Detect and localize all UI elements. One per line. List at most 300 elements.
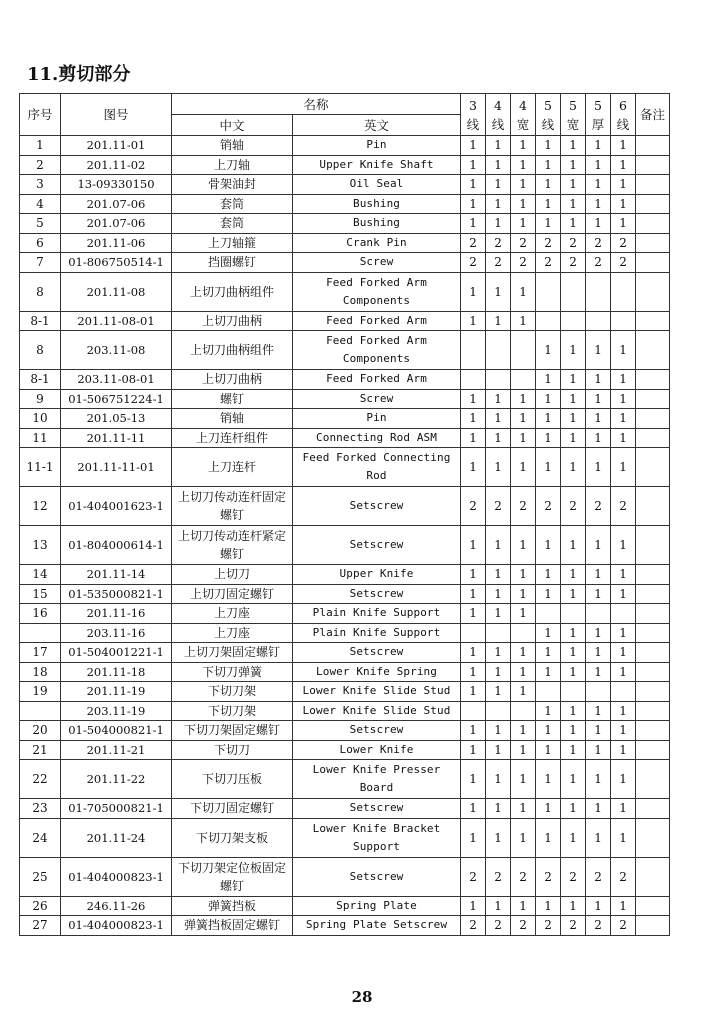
cell-quantity: 1 <box>461 155 486 175</box>
cell-chinese-name: 上刀座 <box>172 604 293 624</box>
header-model-3x: 3线 <box>461 94 486 136</box>
cell-quantity: 1 <box>586 643 611 663</box>
cell-quantity: 1 <box>561 448 586 487</box>
cell-quantity: 1 <box>486 565 511 585</box>
cell-quantity: 1 <box>486 799 511 819</box>
cell-seq: 8-1 <box>20 311 61 331</box>
table-row <box>20 623 670 643</box>
cell-quantity: 1 <box>586 721 611 741</box>
cell-quantity: 1 <box>611 389 636 409</box>
cell-remark <box>636 214 670 234</box>
cell-remark <box>636 565 670 585</box>
cell-quantity: 1 <box>611 428 636 448</box>
cell-quantity: 1 <box>461 175 486 195</box>
cell-quantity: 1 <box>586 526 611 565</box>
cell-quantity <box>511 701 536 721</box>
cell-quantity: 1 <box>561 818 586 857</box>
cell-english-name: Lower Knife Slide Stud <box>293 682 461 702</box>
cell-quantity: 2 <box>611 233 636 253</box>
table-row <box>20 487 670 526</box>
cell-quantity: 1 <box>536 565 561 585</box>
cell-remark <box>636 175 670 195</box>
cell-quantity: 1 <box>561 331 586 370</box>
cell-quantity: 1 <box>586 370 611 390</box>
cell-drawing-no: 01-504000821-1 <box>61 721 172 741</box>
cell-english-name: Pin <box>293 136 461 156</box>
cell-quantity: 1 <box>586 331 611 370</box>
cell-english-name: Lower Knife Slide Stud <box>293 701 461 721</box>
cell-quantity <box>586 311 611 331</box>
cell-drawing-no: 246.11-26 <box>61 896 172 916</box>
cell-quantity: 1 <box>536 584 561 604</box>
table-row <box>20 662 670 682</box>
cell-quantity <box>486 331 511 370</box>
cell-drawing-no: 01-404000823-1 <box>61 857 172 896</box>
cell-seq: 19 <box>20 682 61 702</box>
cell-quantity: 1 <box>561 409 586 429</box>
cell-quantity: 1 <box>611 623 636 643</box>
cell-quantity: 1 <box>561 584 586 604</box>
cell-drawing-no: 201.07-06 <box>61 194 172 214</box>
cell-remark <box>636 857 670 896</box>
cell-english-name: Setscrew <box>293 584 461 604</box>
cell-quantity: 1 <box>586 409 611 429</box>
cell-seq: 3 <box>20 175 61 195</box>
table-row <box>20 155 670 175</box>
cell-quantity: 2 <box>511 857 536 896</box>
cell-quantity: 2 <box>586 253 611 273</box>
cell-quantity: 2 <box>461 487 486 526</box>
header-model-5k: 5宽 <box>561 94 586 136</box>
header-seq: 序号 <box>20 94 61 136</box>
cell-remark <box>636 818 670 857</box>
cell-english-name: Feed Forked Arm Components <box>293 331 461 370</box>
cell-quantity <box>586 604 611 624</box>
cell-english-name: Setscrew <box>293 857 461 896</box>
cell-quantity: 1 <box>586 565 611 585</box>
cell-seq: 20 <box>20 721 61 741</box>
cell-quantity: 1 <box>536 155 561 175</box>
cell-drawing-no: 201.11-02 <box>61 155 172 175</box>
cell-quantity: 1 <box>561 623 586 643</box>
cell-quantity: 1 <box>461 584 486 604</box>
cell-seq: 14 <box>20 565 61 585</box>
cell-quantity: 1 <box>486 662 511 682</box>
cell-quantity: 1 <box>511 194 536 214</box>
cell-seq <box>20 623 61 643</box>
cell-quantity <box>536 272 561 311</box>
cell-quantity: 1 <box>461 565 486 585</box>
cell-quantity: 1 <box>561 175 586 195</box>
cell-quantity: 1 <box>611 584 636 604</box>
cell-remark <box>636 370 670 390</box>
cell-quantity: 2 <box>511 253 536 273</box>
cell-quantity <box>561 604 586 624</box>
cell-chinese-name: 套筒 <box>172 194 293 214</box>
cell-remark <box>636 896 670 916</box>
cell-remark <box>636 643 670 663</box>
cell-quantity: 1 <box>536 214 561 234</box>
cell-quantity: 1 <box>486 682 511 702</box>
cell-quantity: 1 <box>611 409 636 429</box>
table-row <box>20 682 670 702</box>
cell-remark <box>636 136 670 156</box>
table-row <box>20 331 670 370</box>
cell-quantity: 1 <box>586 448 611 487</box>
cell-remark <box>636 448 670 487</box>
cell-quantity: 2 <box>561 487 586 526</box>
cell-remark <box>636 272 670 311</box>
cell-drawing-no: 201.11-21 <box>61 740 172 760</box>
cell-quantity: 1 <box>461 896 486 916</box>
cell-drawing-no: 01-806750514-1 <box>61 253 172 273</box>
cell-quantity: 1 <box>486 818 511 857</box>
cell-chinese-name: 上切刀传动连杆固定螺钉 <box>172 487 293 526</box>
cell-remark <box>636 721 670 741</box>
cell-english-name: Crank Pin <box>293 233 461 253</box>
cell-quantity: 1 <box>461 428 486 448</box>
table-row <box>20 233 670 253</box>
cell-remark <box>636 760 670 799</box>
cell-seq: 8 <box>20 331 61 370</box>
cell-english-name: Screw <box>293 253 461 273</box>
cell-quantity: 1 <box>586 896 611 916</box>
cell-drawing-no: 201.11-22 <box>61 760 172 799</box>
cell-quantity: 1 <box>586 175 611 195</box>
table-row <box>20 370 670 390</box>
header-model-5x: 5线 <box>536 94 561 136</box>
cell-seq: 7 <box>20 253 61 273</box>
cell-quantity: 2 <box>486 487 511 526</box>
cell-quantity: 1 <box>586 194 611 214</box>
cell-quantity <box>461 623 486 643</box>
cell-quantity: 2 <box>486 253 511 273</box>
cell-english-name: Pin <box>293 409 461 429</box>
cell-english-name: Feed Forked Arm <box>293 311 461 331</box>
cell-quantity: 1 <box>611 214 636 234</box>
cell-quantity: 1 <box>486 721 511 741</box>
cell-quantity: 1 <box>611 565 636 585</box>
cell-quantity: 1 <box>561 194 586 214</box>
cell-drawing-no: 01-804000614-1 <box>61 526 172 565</box>
cell-seq: 12 <box>20 487 61 526</box>
cell-quantity: 1 <box>511 799 536 819</box>
cell-quantity: 1 <box>511 643 536 663</box>
cell-quantity: 1 <box>486 272 511 311</box>
cell-quantity: 2 <box>536 233 561 253</box>
cell-remark <box>636 740 670 760</box>
cell-quantity: 1 <box>461 643 486 663</box>
cell-quantity: 1 <box>586 662 611 682</box>
cell-quantity: 1 <box>561 799 586 819</box>
cell-quantity: 2 <box>486 233 511 253</box>
cell-quantity <box>486 370 511 390</box>
table-row <box>20 214 670 234</box>
table-row <box>20 584 670 604</box>
cell-quantity: 1 <box>461 194 486 214</box>
table-row <box>20 721 670 741</box>
cell-remark <box>636 799 670 819</box>
cell-quantity: 1 <box>511 428 536 448</box>
cell-quantity: 1 <box>561 214 586 234</box>
cell-quantity: 1 <box>611 526 636 565</box>
table-row <box>20 253 670 273</box>
cell-drawing-no: 201.11-08 <box>61 272 172 311</box>
cell-english-name: Plain Knife Support <box>293 604 461 624</box>
cell-chinese-name: 套筒 <box>172 214 293 234</box>
cell-quantity: 1 <box>461 818 486 857</box>
cell-seq: 10 <box>20 409 61 429</box>
cell-drawing-no: 01-404001623-1 <box>61 487 172 526</box>
cell-drawing-no: 201.11-01 <box>61 136 172 156</box>
cell-quantity: 1 <box>536 175 561 195</box>
cell-drawing-no: 201.11-08-01 <box>61 311 172 331</box>
cell-quantity: 1 <box>511 584 536 604</box>
cell-drawing-no: 201.11-11 <box>61 428 172 448</box>
cell-quantity: 1 <box>561 370 586 390</box>
cell-chinese-name: 下切刀弹簧 <box>172 662 293 682</box>
cell-quantity: 1 <box>511 721 536 741</box>
cell-seq: 6 <box>20 233 61 253</box>
header-model-4k: 4宽 <box>511 94 536 136</box>
cell-seq <box>20 701 61 721</box>
cell-quantity <box>511 623 536 643</box>
cell-quantity: 1 <box>486 136 511 156</box>
cell-drawing-no: 201.11-18 <box>61 662 172 682</box>
cell-chinese-name: 螺钉 <box>172 389 293 409</box>
cell-chinese-name: 上切刀固定螺钉 <box>172 584 293 604</box>
cell-remark <box>636 409 670 429</box>
cell-drawing-no: 201.11-14 <box>61 565 172 585</box>
cell-seq: 25 <box>20 857 61 896</box>
cell-quantity: 1 <box>511 740 536 760</box>
cell-english-name: Feed Forked Arm Components <box>293 272 461 311</box>
cell-quantity: 1 <box>536 409 561 429</box>
cell-seq: 24 <box>20 818 61 857</box>
cell-quantity <box>486 701 511 721</box>
cell-seq: 17 <box>20 643 61 663</box>
table-row <box>20 428 670 448</box>
cell-quantity: 1 <box>486 428 511 448</box>
cell-chinese-name: 销轴 <box>172 409 293 429</box>
cell-quantity: 1 <box>461 760 486 799</box>
cell-english-name: Upper Knife Shaft <box>293 155 461 175</box>
header-model-6x: 6线 <box>611 94 636 136</box>
cell-quantity: 1 <box>611 799 636 819</box>
cell-quantity: 1 <box>611 643 636 663</box>
cell-chinese-name: 下切刀压板 <box>172 760 293 799</box>
table-row <box>20 526 670 565</box>
cell-quantity: 1 <box>561 389 586 409</box>
cell-drawing-no: 203.11-08 <box>61 331 172 370</box>
cell-quantity <box>461 331 486 370</box>
cell-remark <box>636 311 670 331</box>
cell-quantity: 1 <box>511 896 536 916</box>
cell-seq: 13 <box>20 526 61 565</box>
cell-quantity: 1 <box>561 662 586 682</box>
cell-quantity <box>536 604 561 624</box>
cell-quantity <box>461 370 486 390</box>
cell-quantity: 1 <box>586 701 611 721</box>
cell-quantity: 1 <box>486 448 511 487</box>
cell-remark <box>636 604 670 624</box>
table-row <box>20 857 670 896</box>
cell-chinese-name: 上切刀曲柄 <box>172 311 293 331</box>
cell-quantity: 1 <box>586 389 611 409</box>
cell-english-name: Setscrew <box>293 487 461 526</box>
cell-chinese-name: 下切刀架支板 <box>172 818 293 857</box>
cell-quantity: 1 <box>536 623 561 643</box>
cell-quantity: 1 <box>586 214 611 234</box>
cell-quantity: 1 <box>536 331 561 370</box>
cell-quantity: 1 <box>511 760 536 799</box>
cell-quantity: 2 <box>536 916 561 936</box>
header-drawing-no: 图号 <box>61 94 172 136</box>
cell-english-name: Setscrew <box>293 526 461 565</box>
cell-chinese-name: 上切刀传动连杆紧定螺钉 <box>172 526 293 565</box>
cell-quantity: 1 <box>511 682 536 702</box>
cell-seq: 11 <box>20 428 61 448</box>
cell-quantity: 1 <box>536 740 561 760</box>
cell-quantity <box>536 682 561 702</box>
cell-quantity <box>611 682 636 702</box>
cell-quantity: 2 <box>536 253 561 273</box>
cell-quantity: 2 <box>511 916 536 936</box>
cell-quantity: 2 <box>461 857 486 896</box>
cell-quantity: 1 <box>586 155 611 175</box>
cell-quantity: 2 <box>461 253 486 273</box>
cell-english-name: Connecting Rod ASM <box>293 428 461 448</box>
cell-seq: 27 <box>20 916 61 936</box>
cell-quantity: 2 <box>461 916 486 936</box>
header-model-5h: 5厚 <box>586 94 611 136</box>
cell-quantity: 2 <box>536 487 561 526</box>
cell-quantity: 1 <box>611 721 636 741</box>
cell-quantity: 1 <box>486 155 511 175</box>
cell-quantity: 1 <box>611 155 636 175</box>
cell-chinese-name: 销轴 <box>172 136 293 156</box>
cell-quantity: 1 <box>461 136 486 156</box>
cell-quantity: 1 <box>611 662 636 682</box>
cell-seq: 26 <box>20 896 61 916</box>
cell-quantity: 1 <box>611 331 636 370</box>
table-row <box>20 701 670 721</box>
cell-seq: 1 <box>20 136 61 156</box>
cell-quantity: 1 <box>511 214 536 234</box>
cell-quantity: 1 <box>561 155 586 175</box>
cell-quantity: 1 <box>511 272 536 311</box>
cell-quantity: 2 <box>511 487 536 526</box>
cell-quantity: 1 <box>536 643 561 663</box>
cell-quantity: 1 <box>511 409 536 429</box>
cell-drawing-no: 201.11-16 <box>61 604 172 624</box>
cell-quantity: 2 <box>561 233 586 253</box>
cell-drawing-no: 201.05-13 <box>61 409 172 429</box>
cell-seq: 15 <box>20 584 61 604</box>
cell-quantity: 1 <box>611 896 636 916</box>
cell-quantity: 1 <box>461 740 486 760</box>
cell-quantity: 1 <box>461 448 486 487</box>
cell-seq: 11-1 <box>20 448 61 487</box>
cell-quantity: 1 <box>511 311 536 331</box>
cell-quantity: 1 <box>586 760 611 799</box>
cell-chinese-name: 下切刀架定位板固定螺钉 <box>172 857 293 896</box>
cell-quantity: 1 <box>511 662 536 682</box>
cell-quantity: 1 <box>611 448 636 487</box>
cell-seq: 4 <box>20 194 61 214</box>
cell-quantity: 1 <box>611 740 636 760</box>
cell-quantity: 1 <box>611 701 636 721</box>
cell-quantity: 2 <box>561 857 586 896</box>
cell-drawing-no: 201.11-19 <box>61 682 172 702</box>
cell-english-name: Bushing <box>293 214 461 234</box>
cell-chinese-name: 上刀轴 <box>172 155 293 175</box>
header-english: 英文 <box>293 115 461 136</box>
cell-english-name: Setscrew <box>293 799 461 819</box>
table-row <box>20 311 670 331</box>
table-row <box>20 916 670 936</box>
cell-english-name: Setscrew <box>293 721 461 741</box>
cell-quantity: 1 <box>486 311 511 331</box>
cell-chinese-name: 下切刀固定螺钉 <box>172 799 293 819</box>
cell-quantity: 1 <box>586 136 611 156</box>
cell-quantity: 1 <box>611 370 636 390</box>
cell-quantity: 1 <box>486 896 511 916</box>
cell-quantity: 2 <box>611 253 636 273</box>
cell-quantity: 1 <box>611 760 636 799</box>
cell-chinese-name: 上切刀 <box>172 565 293 585</box>
cell-chinese-name: 下切刀 <box>172 740 293 760</box>
cell-quantity: 2 <box>586 916 611 936</box>
cell-quantity: 1 <box>561 701 586 721</box>
cell-quantity: 1 <box>561 136 586 156</box>
cell-chinese-name: 上切刀曲柄 <box>172 370 293 390</box>
table-row <box>20 448 670 487</box>
cell-quantity: 1 <box>461 272 486 311</box>
cell-chinese-name: 上切刀曲柄组件 <box>172 272 293 311</box>
table-row <box>20 389 670 409</box>
cell-seq: 9 <box>20 389 61 409</box>
cell-chinese-name: 弹簧挡板 <box>172 896 293 916</box>
cell-drawing-no: 201.07-06 <box>61 214 172 234</box>
table-row <box>20 565 670 585</box>
cell-quantity: 1 <box>461 799 486 819</box>
cell-seq: 2 <box>20 155 61 175</box>
cell-quantity: 1 <box>511 389 536 409</box>
cell-quantity: 2 <box>461 233 486 253</box>
cell-quantity: 1 <box>511 136 536 156</box>
cell-remark <box>636 487 670 526</box>
cell-remark <box>636 194 670 214</box>
cell-quantity <box>561 311 586 331</box>
table-row <box>20 175 670 195</box>
cell-remark <box>636 526 670 565</box>
cell-quantity <box>586 272 611 311</box>
cell-quantity: 1 <box>461 604 486 624</box>
cell-quantity: 2 <box>561 253 586 273</box>
cell-quantity: 1 <box>561 721 586 741</box>
cell-seq: 8 <box>20 272 61 311</box>
cell-quantity: 1 <box>511 818 536 857</box>
cell-quantity: 1 <box>586 740 611 760</box>
cell-quantity: 1 <box>561 526 586 565</box>
cell-english-name: Lower Knife Presser Board <box>293 760 461 799</box>
cell-remark <box>636 623 670 643</box>
cell-quantity: 2 <box>486 857 511 896</box>
cell-quantity: 1 <box>486 604 511 624</box>
cell-remark <box>636 662 670 682</box>
cell-quantity: 1 <box>461 526 486 565</box>
